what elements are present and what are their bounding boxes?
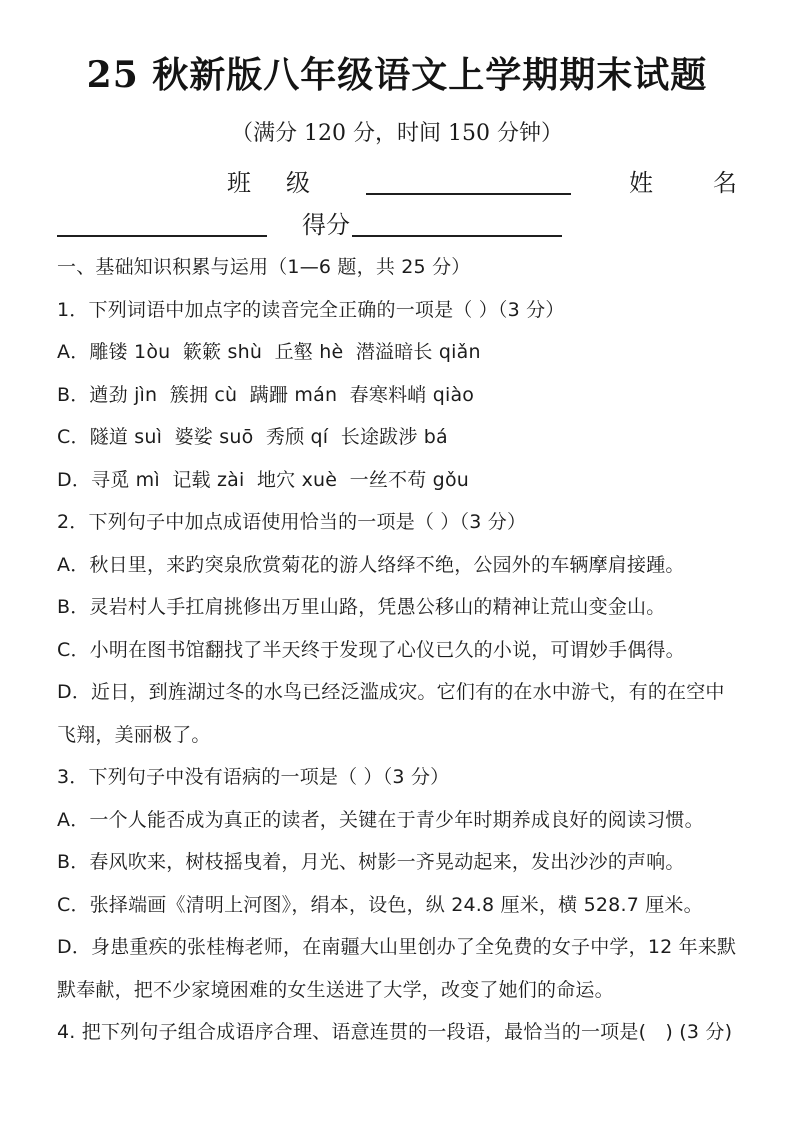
question-4-stem: 4. 把下列句子组合成语序合理、语意连贯的一段语，最恰当的一项是( ) (3 分) xyxy=(57,1021,733,1043)
question-2-option-a: A．秋日里，来趵突泉欣赏菊花的游人络绎不绝，公园外的车辆摩肩接踵。 xyxy=(57,553,685,576)
name-label-char-1: 姓 xyxy=(629,169,653,197)
question-3-option-d: D．身患重疾的张桂梅老师，在南疆大山里创办了全免费的女子中学，12 年来默默奉献，把不少家境困难的女生送进了大学，改变了她们的命运。 xyxy=(57,936,737,1001)
question-2-stem: 2．下列句子中加点成语使用恰当的一项是（ ）（3 分） xyxy=(57,511,527,533)
page-title: 25 秋新版八年级语文上学期期末试题 xyxy=(86,54,708,96)
question-1-option-a: A．雕镂 1òu 簌簌 shù 丘壑 hè 潜溢暗长 qiǎn xyxy=(57,341,481,363)
name-label-char-2: 名 xyxy=(713,169,737,197)
question-3-option-b: B．春风吹来，树枝摇曳着，月光、树影一齐晃动起来，发出沙沙的声响。 xyxy=(57,851,685,873)
class-label-char-1: 班 xyxy=(227,169,251,197)
class-label-char-2: 级 xyxy=(286,169,310,197)
question-1-stem: 1．下列词语中加点字的读音完全正确的一项是（ ）（3 分） xyxy=(57,298,565,321)
question-2-option-b: B．灵岩村人手扛肩挑修出万里山路，凭愚公移山的精神让荒山变金山。 xyxy=(57,596,666,618)
question-1-option-c: C．隧道 suì 婆娑 suō 秀颀 qí 长途跋涉 bá xyxy=(57,426,448,448)
question-3-option-c: C．张择端画《清明上河图》，绢本，设色，纵 24.8 厘米，横 528.7 厘米。 xyxy=(57,893,703,916)
name-blank-field[interactable] xyxy=(57,233,267,237)
question-2-option-c: C．小明在图书馆翻找了半天终于发现了心仪已久的小说，可谓妙手偶得。 xyxy=(57,638,685,661)
question-1-option-b: B．遒劲 jìn 簇拥 cù 蹒跚 mán 春寒料峭 qiào xyxy=(57,383,475,406)
exam-body xyxy=(57,246,737,1054)
section-heading: 一、基础知识积累与运用（1—6 题，共 25 分） xyxy=(57,256,471,278)
header-fields-row-1 xyxy=(57,164,737,198)
question-3-stem: 3．下列句子中没有语病的一项是（ ）（3 分） xyxy=(57,766,450,788)
question-3-option-a: A．一个人能否成为真正的读者，关键在于青少年时期养成良好的阅读习惯。 xyxy=(57,808,704,831)
header-fields-row-2 xyxy=(57,206,737,240)
class-blank-field[interactable] xyxy=(366,191,571,195)
score-blank-field[interactable] xyxy=(352,233,562,237)
score-label: 得分 xyxy=(302,211,350,239)
question-2-option-d: D．近日，到旌湖过冬的水鸟已经泛滥成灾。它们有的在水中游弋，有的在空中飞翔，美丽极了。 xyxy=(57,681,725,746)
exam-subtitle: （满分 120 分，时间 150 分钟） xyxy=(231,121,563,146)
question-1-option-d: D．寻觅 mì 记载 zài 地穴 xuè 一丝不苟 gǒu xyxy=(57,468,470,491)
